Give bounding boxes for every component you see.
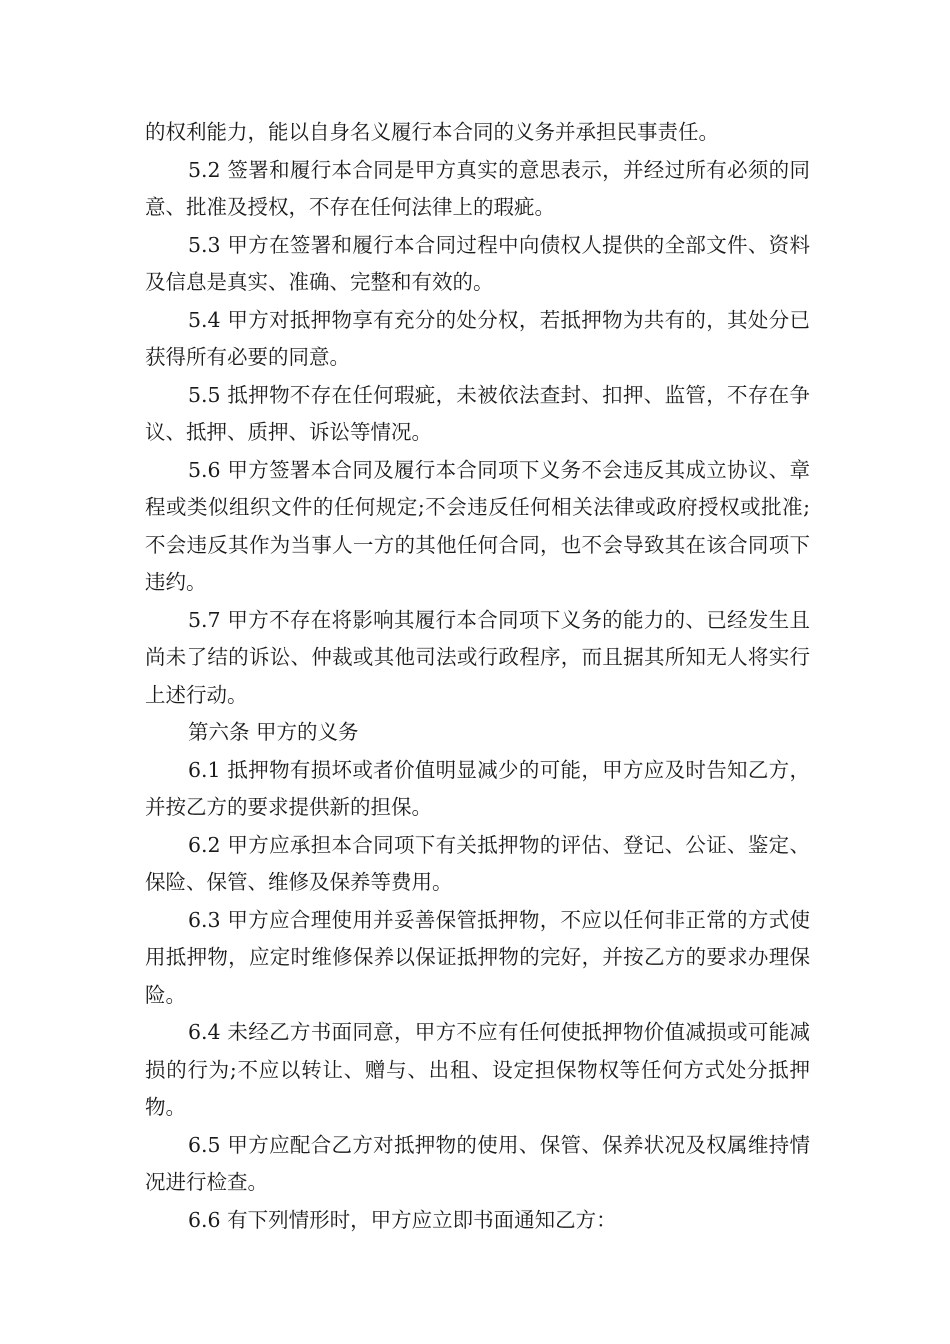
clause-6-1: 6.1 抵押物有损坏或者价值明显减少的可能，甲方应及时告知乙方，并按乙方的要求提供新的担保。 <box>145 757 810 819</box>
clause-6-4: 6.4 未经乙方书面同意，甲方不应有任何使抵押物价值减损或可能减损的行为;不应以转让、赠与、出租、设定担保物权等任何方式处分抵押物。 <box>145 1020 810 1119</box>
clause-6-6: 6.6 有下列情形时，甲方应立即书面通知乙方： <box>188 1207 617 1232</box>
article-6-heading: 第六条 甲方的义务 <box>188 720 359 744</box>
clause-5-3: 5.3 甲方在签署和履行本合同过程中向债权人提供的全部文件、资料及信息是真实、准确、完整和有效的。 <box>145 232 810 294</box>
clause-5-2: 5.2 签署和履行本合同是甲方真实的意思表示，并经过所有必须的同意、批准及授权，不存在任何法律上的瑕疵。 <box>145 157 810 219</box>
clause-6-2: 6.2 甲方应承担本合同项下有关抵押物的评估、登记、公证、鉴定、保险、保管、维修及保养等费用。 <box>145 832 810 894</box>
clause-5-6: 5.6 甲方签署本合同及履行本合同项下义务不会违反其成立协议、章程或类似组织文件的任何规定;不会违反任何相关法律或政府授权或批准;不会违反其作为当事人一方的其他任何合同，也不会导致其在该合同项下违约。 <box>145 457 810 594</box>
clause-5-7: 5.7 甲方不存在将影响其履行本合同项下义务的能力的、已经发生且尚未了结的诉讼、仲裁或其他司法或行政程序，而且据其所知无人将实行上述行动。 <box>145 607 810 707</box>
paragraph-continuation: 的权利能力，能以自身名义履行本合同的义务并承担民事责任。 <box>145 120 719 144</box>
clause-6-5: 6.5 甲方应配合乙方对抵押物的使用、保管、保养状况及权属维持情况进行检查。 <box>145 1132 810 1194</box>
clause-5-4: 5.4 甲方对抵押物享有充分的处分权，若抵押物为共有的，其处分已获得所有必要的同意。 <box>145 307 810 369</box>
clause-5-5: 5.5 抵押物不存在任何瑕疵，未被依法查封、扣押、监管，不存在争议、抵押、质押、诉讼等情况。 <box>145 382 810 444</box>
document-page <box>145 114 810 1239</box>
clause-6-3: 6.3 甲方应合理使用并妥善保管抵押物，不应以任何非正常的方式使用抵押物，应定时维修保养以保证抵押物的完好，并按乙方的要求办理保险。 <box>145 907 810 1007</box>
